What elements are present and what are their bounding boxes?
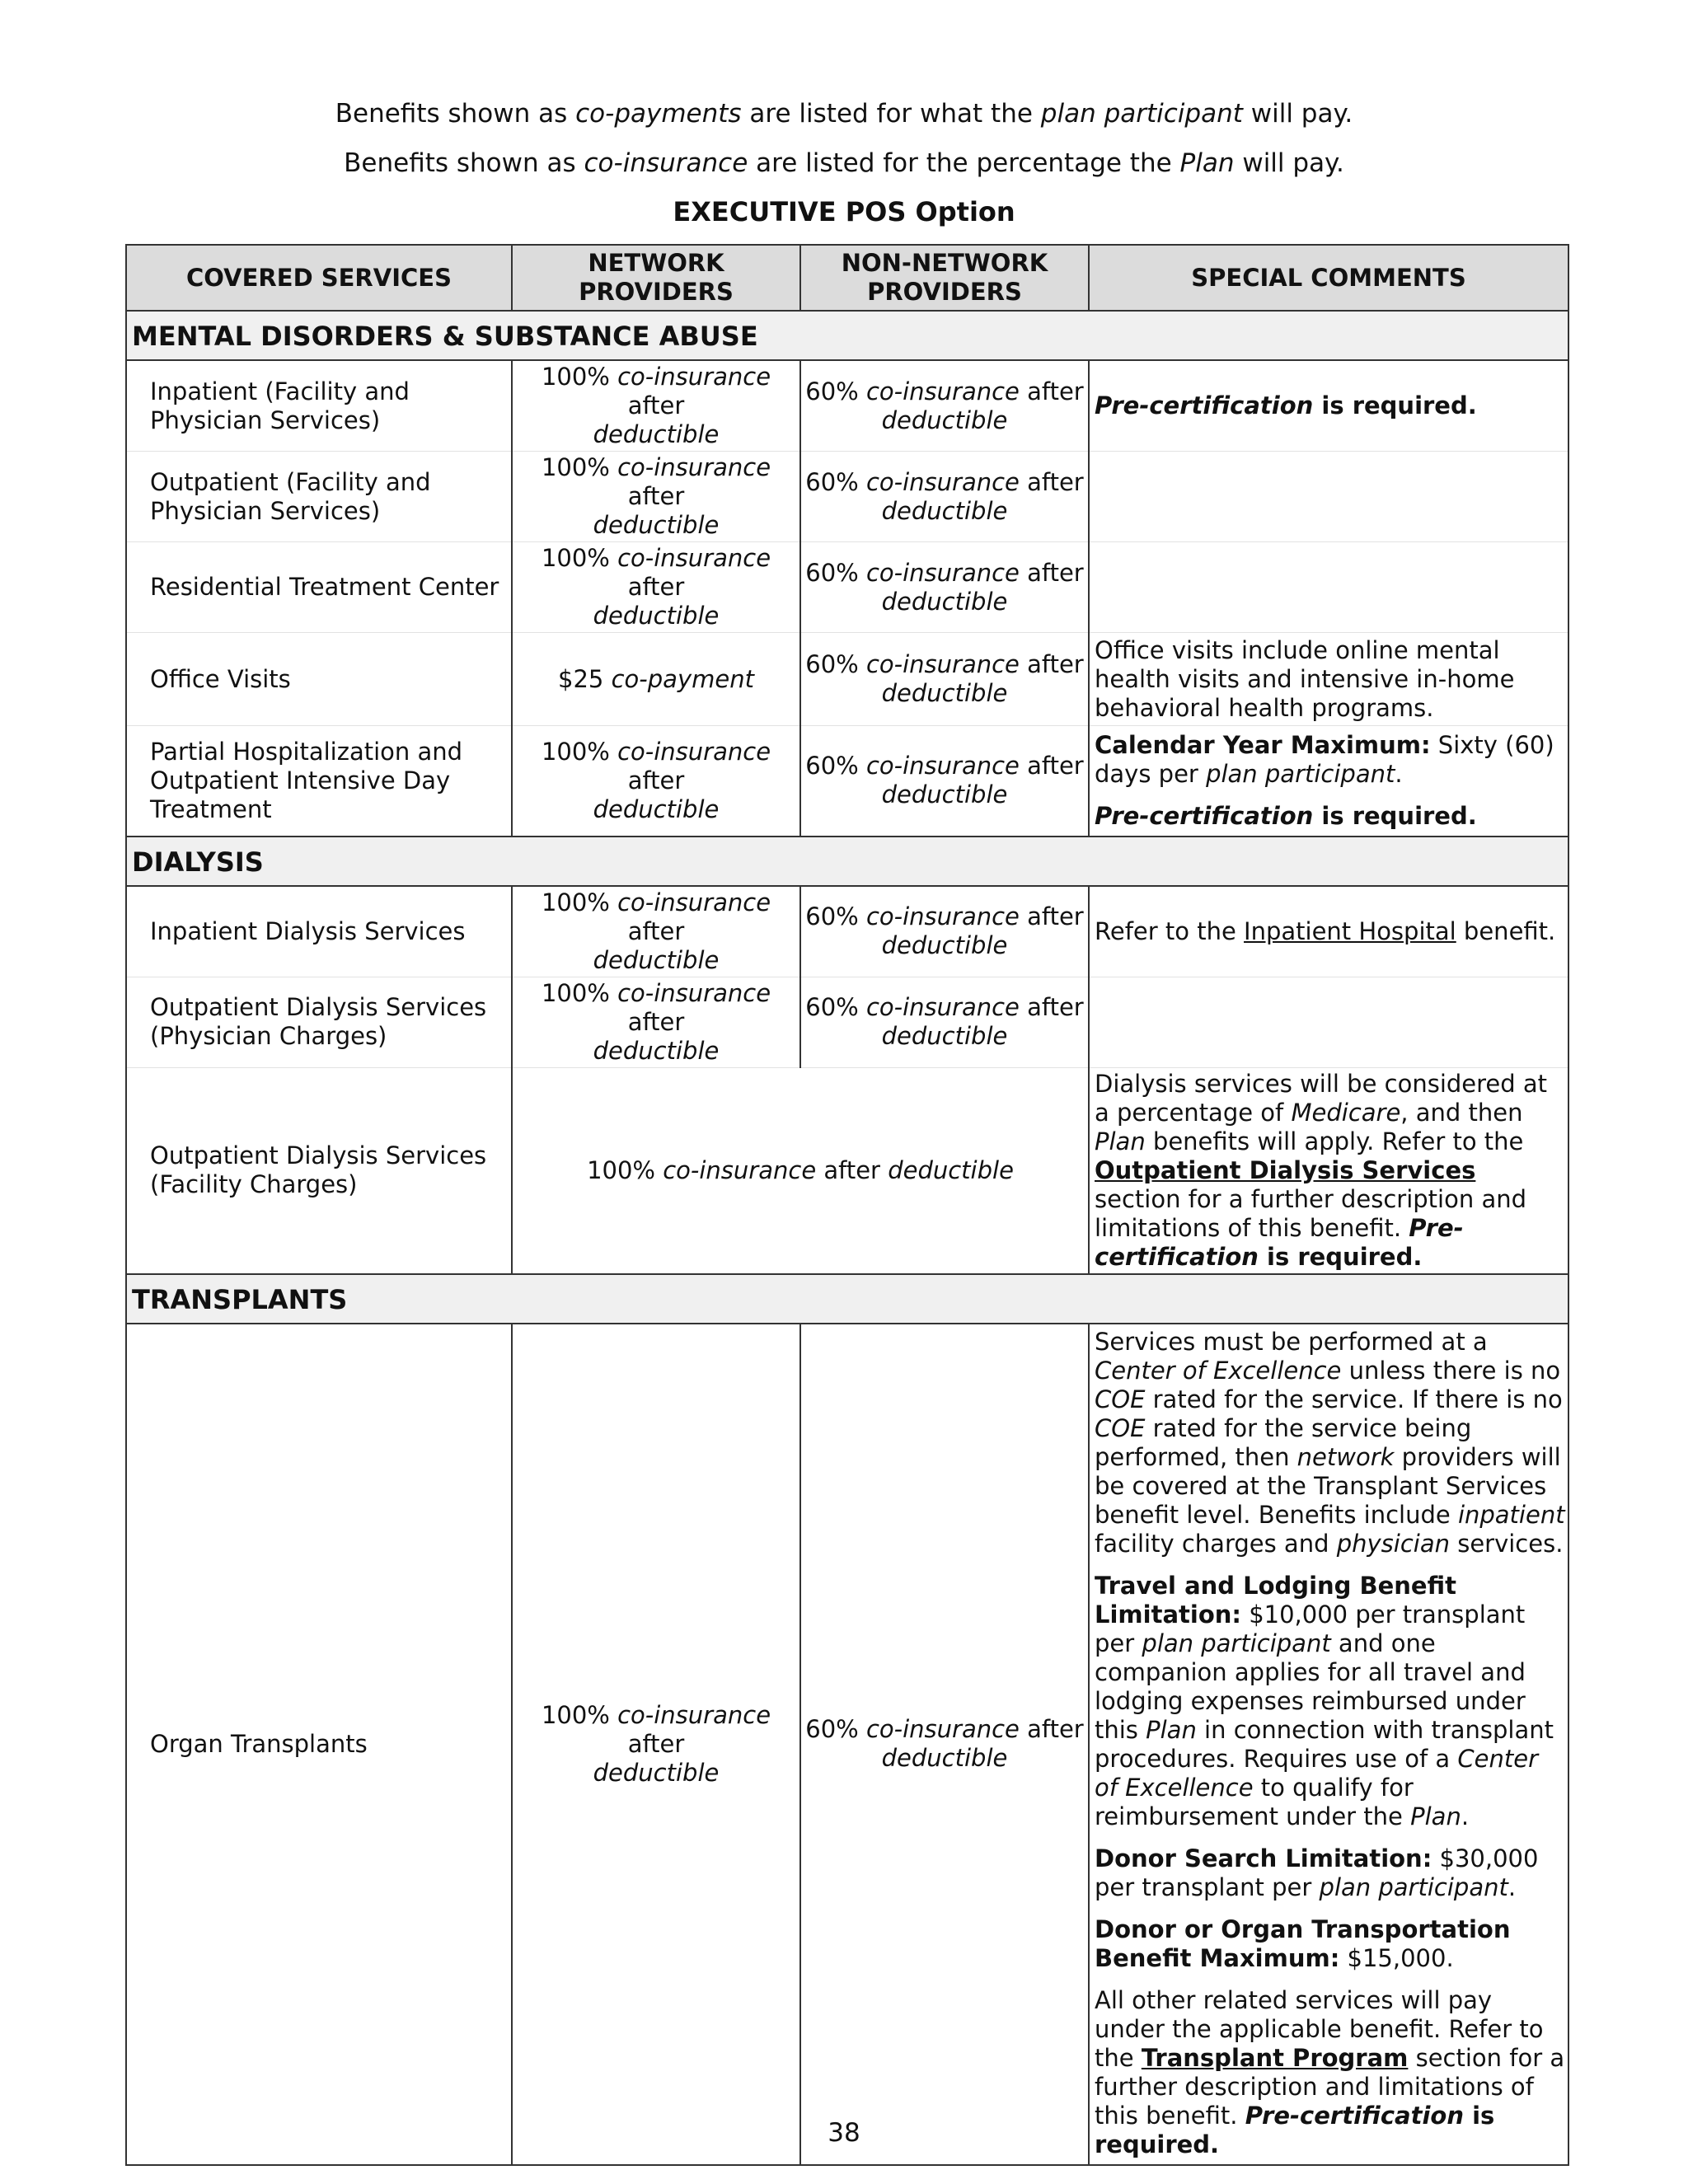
service-name: Outpatient Dialysis Services (Facility Charges) — [126, 1067, 512, 1274]
donor-search-limitation: Donor Search Limitation: $30,000 per transplant per plan participant. — [1095, 1844, 1539, 1901]
special-comment: Calendar Year Maximum: Sixty (60) days per plan participant. Pre-certification is required. — [1089, 726, 1568, 837]
table-row — [126, 360, 1568, 452]
service-name: Partial Hospitalization and Outpatient Intensive Day Treatment — [126, 726, 512, 837]
non-network-benefit: 60% co-insurance after deductible — [800, 726, 1089, 837]
network-benefit: 100% co-insurance after deductible — [512, 452, 800, 542]
service-name: Outpatient Dialysis Services (Physician Charges) — [126, 977, 512, 1067]
section-row-dialysis — [126, 837, 1568, 886]
special-comment — [1089, 1324, 1568, 2165]
travel-lodging-limitation: Travel and Lodging Benefit Limitation: $10,000 per transplant per plan participant and one companion applies for all travel and lodging expenses reimbursed under this Plan in connection with transplant procedures. Requires use of a Center of Excellence to qualify for reimbursement under the Plan. — [1095, 1571, 1554, 1830]
network-benefit: 100% co-insurance after deductible — [512, 1324, 800, 2165]
page-title: EXECUTIVE POS Option — [673, 196, 1015, 227]
table-row — [126, 726, 1568, 837]
table-row — [126, 977, 1568, 1067]
special-comment — [1089, 977, 1568, 1067]
section-row-mental — [126, 311, 1568, 360]
table-row — [126, 1324, 1568, 2165]
header-non-network-providers: NON-NETWORK PROVIDERS — [800, 245, 1089, 311]
table-row — [126, 1067, 1568, 1274]
network-benefit: 100% co-insurance after deductible — [512, 886, 800, 977]
benefits-table — [125, 244, 1569, 2166]
intro-coinsurance-note: Benefits shown as co-insurance are listed for the percentage the Plan will pay. — [344, 148, 1344, 178]
network-benefit: $25 co-payment — [512, 633, 800, 726]
section-row-transplants — [126, 1274, 1568, 1324]
combined-benefit: 100% co-insurance after deductible — [512, 1067, 1089, 1274]
table-row — [126, 886, 1568, 977]
non-network-benefit: 60% co-insurance after deductible — [800, 1324, 1089, 2165]
outpatient-dialysis-link[interactable]: Outpatient Dialysis Services — [1095, 1155, 1476, 1184]
header-covered-services: COVERED SERVICES — [126, 245, 512, 311]
intro-copayment-note: Benefits shown as co-payments are listed for what the plan participant will pay. — [335, 99, 1353, 129]
special-comment: Office visits include online mental health visits and intensive in-home behavioral health programs. — [1089, 633, 1568, 726]
page-number: 38 — [828, 2118, 860, 2148]
network-benefit: 100% co-insurance after deductible — [512, 360, 800, 452]
header-special-comments: SPECIAL COMMENTS — [1089, 245, 1568, 311]
coe-requirement: Services must be performed at a Center of Excellence unless there is no COE rated for the service. If there is no COE rated for the service being performed, then network providers will be covered at the Transplant Services benefit level. Benefits include inpatient facility charges and physician services. — [1095, 1327, 1565, 1558]
table-header-row — [126, 245, 1568, 311]
non-network-benefit: 60% co-insurance after deductible — [800, 977, 1089, 1067]
network-benefit: 100% co-insurance after deductible — [512, 726, 800, 837]
service-name: Residential Treatment Center — [126, 542, 512, 633]
non-network-benefit: 60% co-insurance after deductible — [800, 886, 1089, 977]
special-comment — [1089, 542, 1568, 633]
non-network-benefit: 60% co-insurance after deductible — [800, 360, 1089, 452]
non-network-benefit: 60% co-insurance after deductible — [800, 633, 1089, 726]
donor-transport-maximum: Donor or Organ Transportation Benefit Maximum: $15,000. — [1095, 1915, 1511, 1972]
header-network-providers: NETWORK PROVIDERS — [512, 245, 800, 311]
inpatient-hospital-link[interactable]: Inpatient Hospital — [1244, 916, 1456, 945]
other-services-note: All other related services will pay under the applicable benefit. Refer to the Transplant Program section for a further description and limitations of this benefit. Pre-certification is required. — [1095, 1985, 1565, 2158]
non-network-benefit: 60% co-insurance after deductible — [800, 542, 1089, 633]
special-comment: Refer to the Inpatient Hospital benefit. — [1089, 886, 1568, 977]
service-name: Inpatient Dialysis Services — [126, 886, 512, 977]
service-name: Office Visits — [126, 633, 512, 726]
table-row — [126, 633, 1568, 726]
service-name: Outpatient (Facility and Physician Services) — [126, 452, 512, 542]
section-title: MENTAL DISORDERS & SUBSTANCE ABUSE — [126, 311, 1568, 360]
table-row — [126, 542, 1568, 633]
special-comment: Dialysis services will be considered at a percentage of Medicare, and then Plan benefits will apply. Refer to the Outpatient Dialysis Services section for a further description and limitations of this benefit. Pre-certification is required. — [1089, 1067, 1568, 1274]
section-title: DIALYSIS — [126, 837, 1568, 886]
special-comment — [1089, 452, 1568, 542]
service-name: Organ Transplants — [126, 1324, 512, 2165]
network-benefit: 100% co-insurance after deductible — [512, 977, 800, 1067]
network-benefit: 100% co-insurance after deductible — [512, 542, 800, 633]
table-row — [126, 452, 1568, 542]
non-network-benefit: 60% co-insurance after deductible — [800, 452, 1089, 542]
transplant-program-link[interactable]: Transplant Program — [1141, 2043, 1409, 2072]
special-comment: Pre-certification is required. — [1089, 360, 1568, 452]
service-name: Inpatient (Facility and Physician Services) — [126, 360, 512, 452]
section-title: TRANSPLANTS — [126, 1274, 1568, 1324]
